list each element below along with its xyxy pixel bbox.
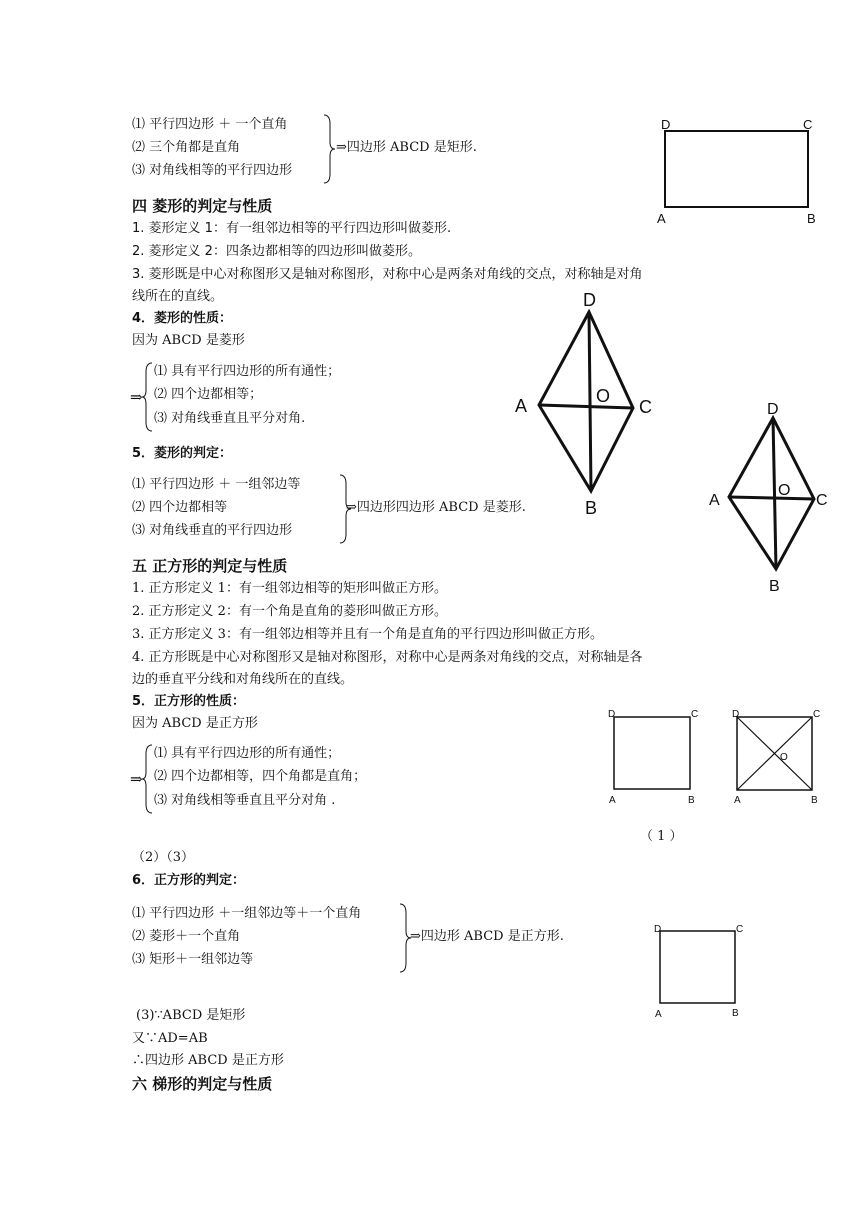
square-heading: 五 正方形的判定与性质 [132, 557, 288, 575]
square-proof-line-1: (3)∵ABCD 是矩形 [136, 1008, 246, 1023]
square-props-arrow: ⇒ [130, 770, 143, 788]
rhombus-def-1: 1. 菱形定义 1：有一组邻边相等的平行四边形叫做菱形. [132, 221, 452, 236]
rect-judge-item-3: ⑶ 对角线相等的平行四边形 [132, 163, 293, 178]
square-prop-4-line-1: 4. 正方形既是中心对称图形又是轴对称图形，对称中心是两条对角线的交点，对称轴是各 [132, 650, 643, 665]
rhombus-small-figure [705, 398, 835, 598]
square-prop-item-1: ⑴ 具有平行四边形的所有通性； [154, 746, 341, 761]
square-figure-1 [605, 705, 705, 805]
rhombus-judge-conclusion: ⇒四边形四边形 ABCD 是菱形. [346, 500, 526, 515]
square-judge-item-2: ⑵ 菱形＋一个直角 [132, 929, 241, 944]
square-prop-item-2: ⑵ 四个边都相等，四个角都是直角； [154, 769, 367, 784]
square-judge-conclusion: ⇒四边形 ABCD 是正方形. [410, 929, 564, 944]
rhombus-prop-3-line-2: 线所在的直线。 [132, 289, 224, 304]
square3-label-b: B [732, 1008, 739, 1019]
rhombus-judge-item-1: ⑴ 平行四边形 ＋ 一组邻边等 [132, 477, 301, 492]
rhombus-props-brace [142, 362, 154, 432]
square-def-1: 1. 正方形定义 1：有一组邻边相等的矩形叫做正方形。 [132, 581, 447, 596]
square-prop-4-line-2: 边的垂直平分线和对角线所在的直线。 [132, 672, 354, 687]
rect-label-a: A [657, 211, 666, 226]
square2-label-c: C [813, 709, 821, 720]
square-judge-item-3: ⑶ 矩形＋一组邻边等 [132, 952, 254, 967]
square-sub-caption: （2）（3） [132, 850, 195, 865]
rect-judge-item-1: ⑴ 平行四边形 ＋ 一个直角 [132, 117, 288, 132]
square-def-3: 3. 正方形定义 3：有一组邻边相等并且有一个角是直角的平行四边形叫做正方形。 [132, 627, 603, 642]
rectangle-figure [655, 115, 825, 230]
rhombus-judge-item-3: ⑶ 对角线垂直的平行四边形 [132, 523, 293, 538]
square2-label-a: A [734, 795, 741, 806]
rhombus-large-label-o: O [596, 386, 611, 406]
square-props-brace [142, 744, 154, 814]
rhombus-prop-item-3: ⑶ 对角线垂直且平分对角. [154, 411, 306, 426]
square-prop-item-3: ⑶ 对角线相等垂直且平分对角 . [154, 793, 336, 808]
rhombus-props-title: 4．菱形的性质： [132, 311, 233, 326]
rhombus-heading: 四 菱形的判定与性质 [132, 197, 273, 215]
rhombus-small-label-c: C [816, 492, 828, 509]
square-proof-line-2: 又∵AD=AB [132, 1031, 208, 1046]
rect-judge-item-2: ⑵ 三个角都是直角 [132, 140, 241, 155]
square-judge-title: 6．正方形的判定： [132, 873, 246, 888]
square-props-title: 5．正方形的性质： [132, 694, 246, 709]
square1-label-c: C [691, 709, 699, 720]
rhombus-judge-item-2: ⑵ 四个边都相等 [132, 500, 228, 515]
square-judge-item-1: ⑴ 平行四边形 ＋一组邻边等＋一个直角 [132, 906, 362, 921]
rhombus-prop-item-1: ⑴ 具有平行四边形的所有通性； [154, 364, 341, 379]
square3-label-a: A [655, 1009, 662, 1020]
square1-label-b: B [688, 795, 695, 806]
square2-label-b: B [811, 795, 818, 806]
square2-label-d: D [732, 709, 740, 720]
rhombus-small-label-a: A [709, 492, 720, 509]
rhombus-small-label-b: B [769, 578, 780, 595]
rect-label-d: D [661, 117, 671, 132]
rhombus-large-figure [510, 288, 670, 523]
rhombus-prop-item-2: ⑵ 四个边都相等； [154, 387, 263, 402]
square3-label-d: D [654, 924, 662, 935]
rhombus-large-label-a: A [515, 396, 528, 416]
rhombus-small-label-o: O [778, 482, 791, 499]
rhombus-props-arrow: ⇒ [130, 388, 143, 406]
square-def-2: 2. 正方形定义 2：有一个角是直角的菱形叫做正方形。 [132, 604, 447, 619]
square3-label-c: C [736, 924, 744, 935]
trapezoid-heading: 六 梯形的判定与性质 [132, 1075, 273, 1093]
square1-label-a: A [609, 795, 616, 806]
rect-judge-brace [322, 114, 336, 184]
square-figure-2 [728, 705, 833, 805]
rhombus-large-label-b: B [585, 498, 598, 518]
square-figure-caption: （ 1 ） [640, 829, 683, 844]
square1-label-d: D [608, 709, 616, 720]
rect-label-b: B [807, 211, 816, 226]
rhombus-def-2: 2. 菱形定义 2：四条边都相等的四边形叫做菱形。 [132, 244, 421, 259]
rhombus-small-label-d: D [767, 401, 779, 418]
square-because: 因为 ABCD 是正方形 [132, 716, 258, 731]
square2-label-o: O [780, 752, 788, 763]
rect-label-c: C [803, 117, 813, 132]
rhombus-judge-title: 5．菱形的判定： [132, 446, 233, 461]
rhombus-large-label-d: D [583, 290, 596, 310]
rect-judge-conclusion: ⇒四边形 ABCD 是矩形. [336, 140, 477, 155]
square-proof-line-3: ∴四边形 ABCD 是正方形 [132, 1053, 284, 1068]
rhombus-large-label-c: C [639, 397, 652, 417]
rhombus-because: 因为 ABCD 是菱形 [132, 333, 245, 348]
square-figure-3 [650, 920, 750, 1020]
rhombus-prop-3-line-1: 3. 菱形既是中心对称图形又是轴对称图形，对称中心是两条对角线的交点，对称轴是对角 [132, 267, 643, 282]
